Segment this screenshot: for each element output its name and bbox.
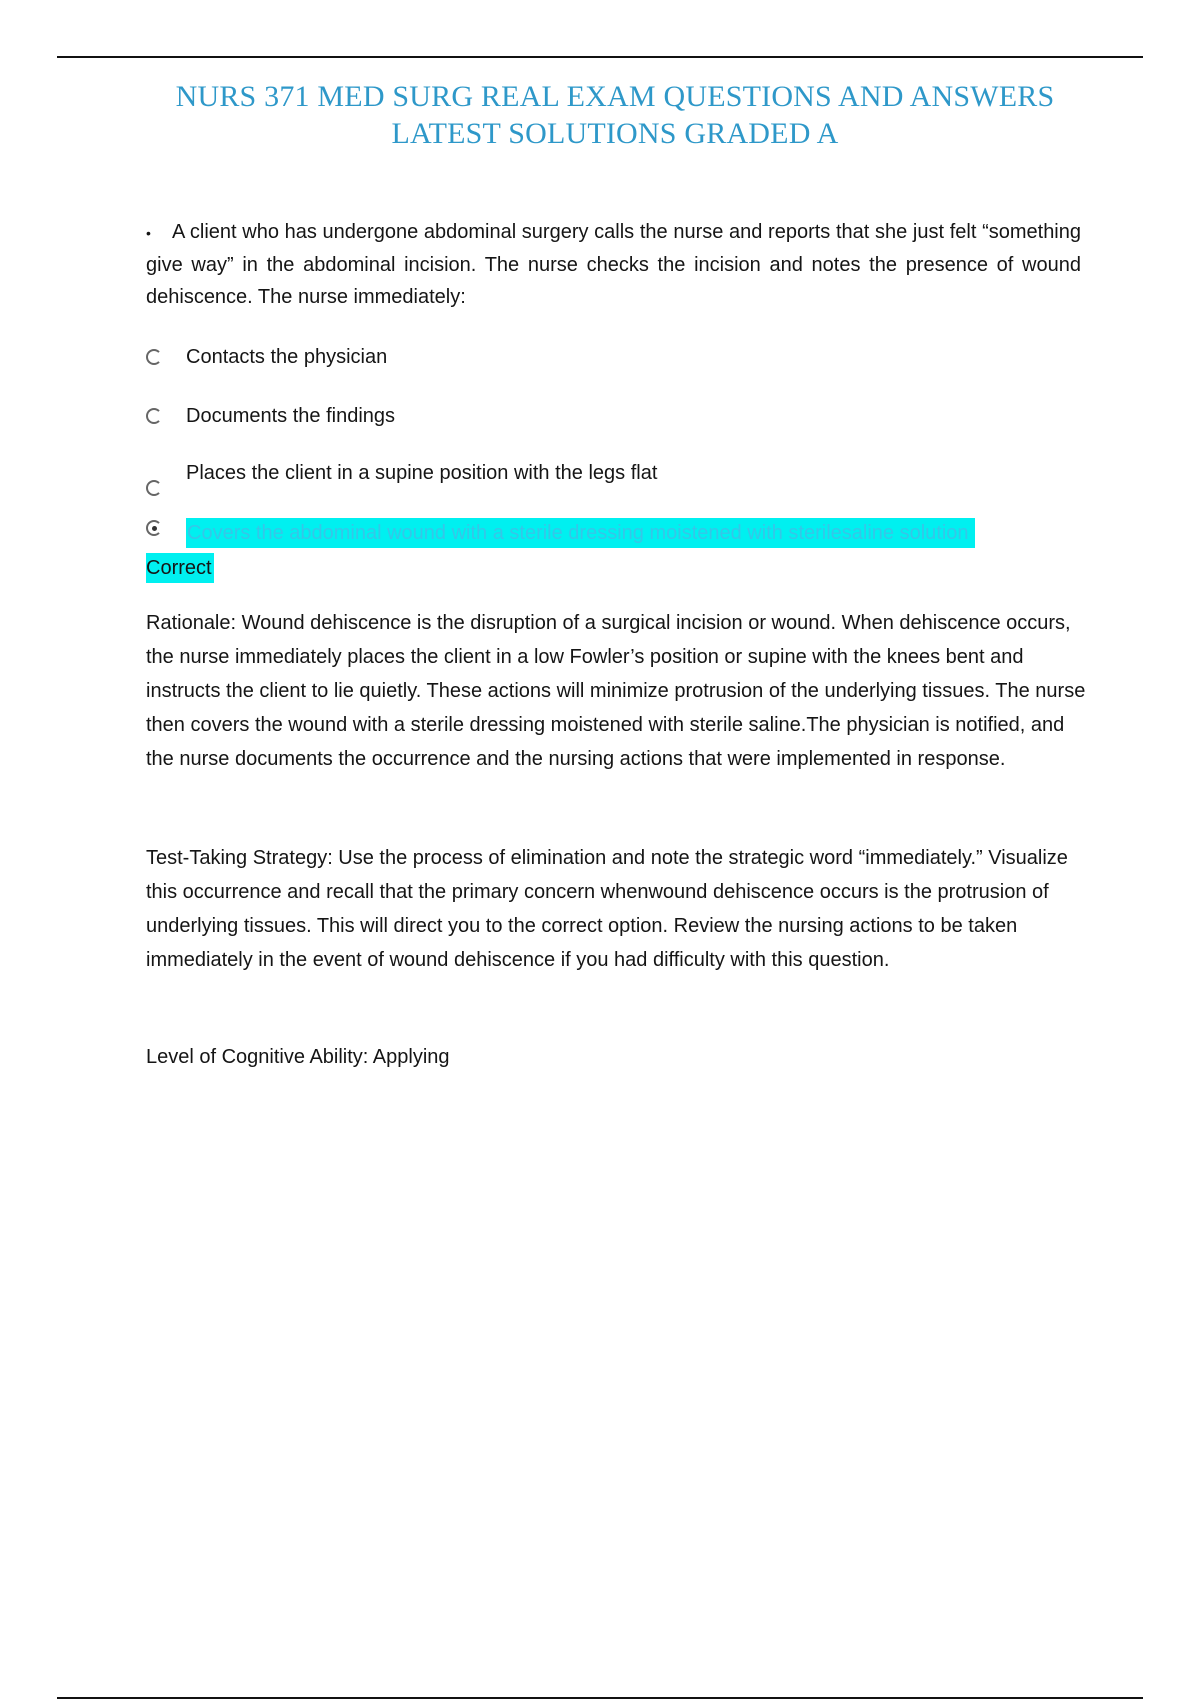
- option-label: Contacts the physician: [186, 346, 388, 368]
- question-stem-block: [146, 216, 1081, 313]
- option-label-selected: Covers the abdominal wound with a sterile dressing moistened with sterilesaline solution: [186, 518, 975, 548]
- cognitive-level: Level of Cognitive Ability: Applying: [146, 1046, 450, 1068]
- title-line-1: NURS 371 MED SURG REAL EXAM QUESTIONS AND ANSWERS: [175, 80, 1055, 113]
- option-4[interactable]: [146, 518, 1096, 548]
- option-3[interactable]: [146, 458, 846, 488]
- radio-icon[interactable]: [146, 480, 162, 496]
- top-rule: [57, 56, 1143, 58]
- radio-checked-icon[interactable]: [146, 520, 162, 536]
- option-label: Places the client in a supine position with the legs flat: [186, 462, 658, 484]
- radio-icon[interactable]: [146, 408, 162, 424]
- title-line-2: LATEST SOLUTIONS GRADED A: [391, 117, 839, 150]
- correct-badge: Correct: [146, 553, 214, 583]
- question-stem: A client who has undergone abdominal surgery calls the nurse and reports that she just felt “something give way” in the abdominal incision. The nurse checks the incision and notes the presence of wound dehiscence. The nurse immediately:: [146, 221, 1081, 308]
- test-strategy-paragraph: Test-Taking Strategy: Use the process of elimination and note the strategic word “immediately.” Visualize this occurrence and recall that the primary concern whenwound dehiscence occurs is the protrusion of underlying tissues. This will direct you to the correct option. Review the nursing actions to be taken immediately in the event of wound dehiscence if you had difficulty with this question.: [146, 847, 1068, 971]
- option-2[interactable]: [146, 401, 646, 431]
- bottom-rule: [57, 1697, 1143, 1699]
- radio-icon[interactable]: [146, 349, 162, 365]
- rationale-paragraph: Rationale: Wound dehiscence is the disruption of a surgical incision or wound. When dehiscence occurs, the nurse immediately places the client in a low Fowler’s position or supine with the knees bent and instructs the client to lie quietly. These actions will minimize protrusion of the underlying tissues. The nurse then covers the wound with a sterile dressing moistened with sterile saline.The physician is notified, and the nurse documents the occurrence and the nursing actions that were implemented in response.: [146, 612, 1086, 770]
- document-title: [100, 78, 1130, 152]
- option-1[interactable]: [146, 342, 646, 372]
- bullet-icon: •: [146, 224, 151, 241]
- option-label: Documents the findings: [186, 405, 396, 427]
